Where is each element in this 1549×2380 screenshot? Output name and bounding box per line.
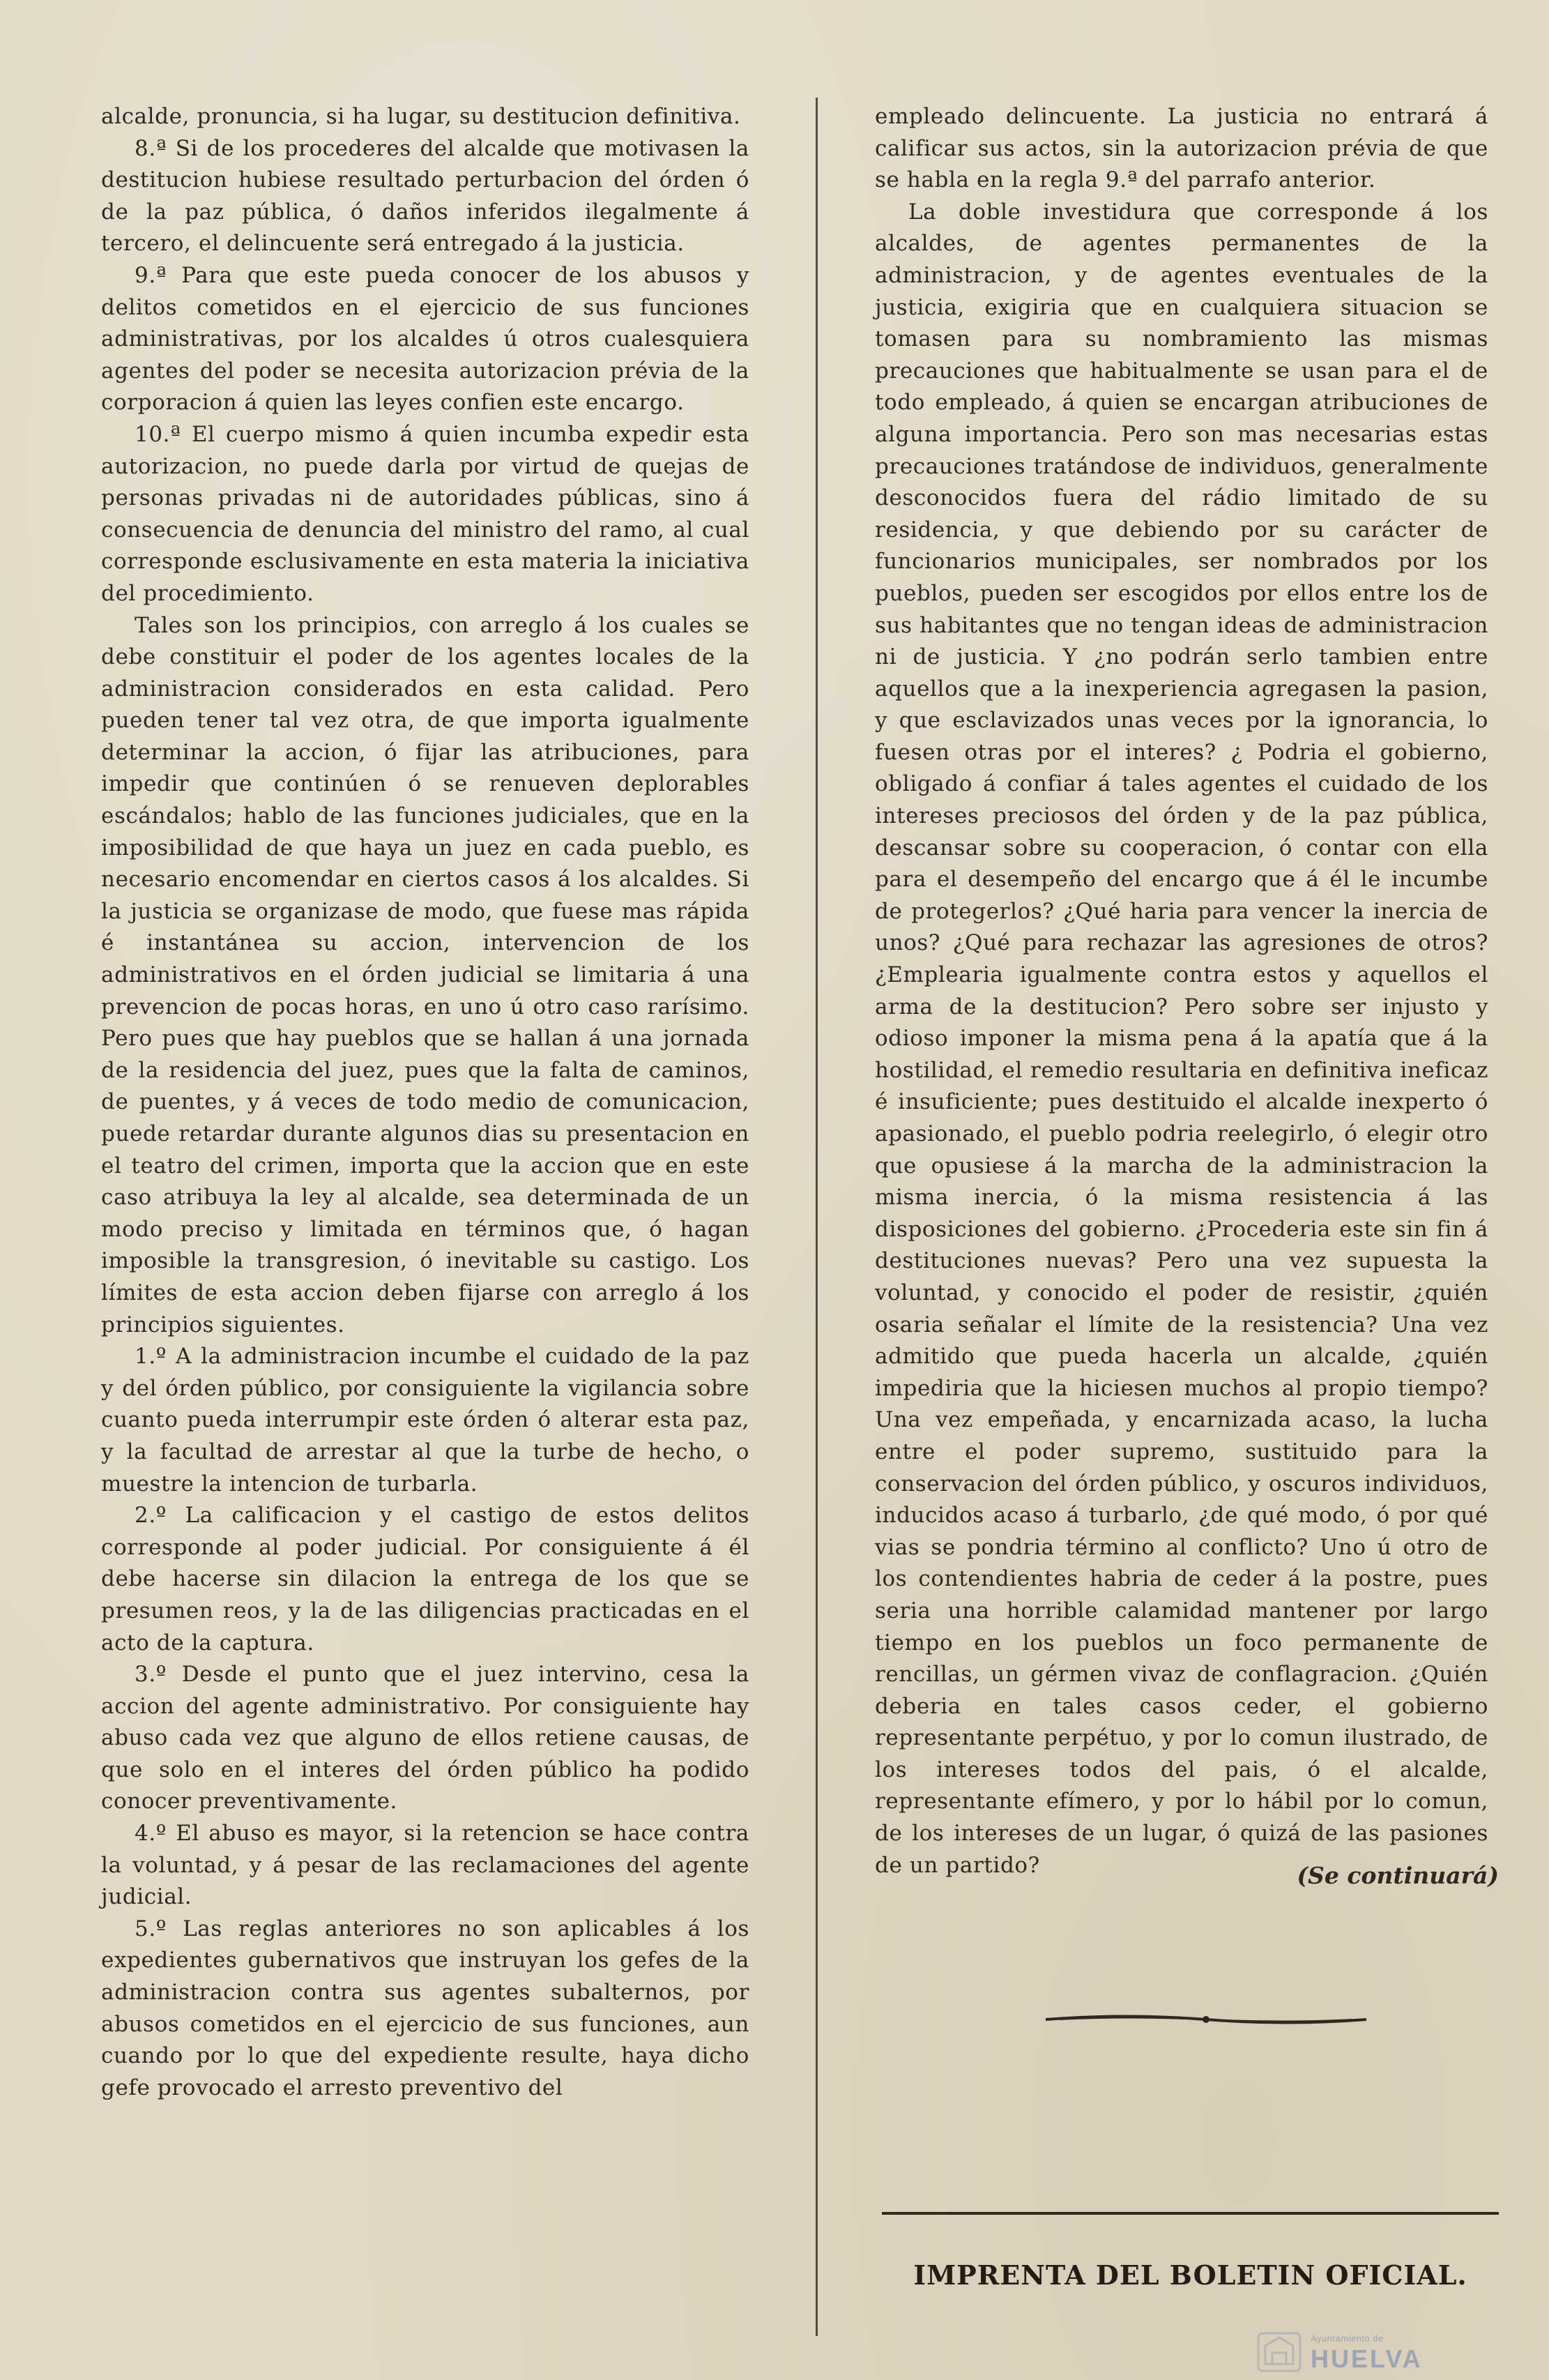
continues-note: (Se continuará) bbox=[1297, 1862, 1499, 1889]
paragraph-rule-8: 8.ª Si de los procederes del alcalde que motivasen la destitucion hubiese resultado perturbacion del órden ó de la paz pública, ó daños inferidos ilegalmente á tercero, el delincuente será entregado á la justicia. bbox=[101, 135, 749, 257]
watermark-large-text: HUELVA bbox=[1311, 2344, 1423, 2373]
paragraph-principle-2: 2.º La calificacion y el castigo de estos delitos corresponde al poder judicial. Por consiguiente á él debe hacerse sin dilacion la entrega de los que se presumen reos, y la de las diligencias practicadas en el acto de la captura. bbox=[101, 1503, 749, 1655]
paragraph-rule-9: 9.ª Para que este pueda conocer de los abusos y delitos cometidos en el ejercicio de sus funciones administrativas, por los alcaldes ú otros cualesquiera agentes del poder se necesita autorizacion prévia de la corporacion á quien las leyes confien este encargo. bbox=[101, 262, 749, 416]
paragraph-rule-10: 10.ª El cuerpo mismo á quien incumba expedir esta autorizacion, no puede darla por virtud de quejas de personas privadas ni de autoridades públicas, sino á consecuencia de denuncia del ministro del ramo, al cual corresponde esclusivamente en esta materia la iniciativa del procedimiento. bbox=[101, 421, 749, 606]
printer-imprint: IMPRENTA DEL BOLETIN OFICIAL. bbox=[913, 2259, 1467, 2291]
left-text-column bbox=[101, 101, 749, 2104]
paragraph-principle-4: 4.º El abuso es mayor, si la retencion se hace contra la voluntad, y á pesar de las reclamaciones del agente judicial. bbox=[101, 1821, 749, 1910]
footer-rule bbox=[882, 2212, 1499, 2215]
paragraph-principles: Tales son los principios, con arreglo á los cuales se debe constituir el poder de los agentes locales de la administracion considerados en esta calidad. Pero pueden tener tal vez otra, de que importa igualmente determinar la accion, ó fijar las atribuciones, para impedir que continúen ó se renueven deplorables escándalos; hablo de las funciones judiciales, que en la imposibilidad de que haya un juez en cada pueblo, es necesario encomendar en ciertos casos á los alcaldes. Si la justicia se organizase de modo, que fuese mas rápida é instantánea su accion, intervencion de los administrativos en el órden judicial se limitaria á una prevencion de pocas horas, en uno ú otro caso rarísimo. Pero pues que hay pueblos que se hallan á una jornada de la residencia del juez, pues que la falta de caminos, de puentes, y á veces de todo medio de comunicacion, puede retardar durante algunos dias su presentacion en el teatro del crimen, importa que la accion que en este caso atribuya la ley al alcalde, sea determinada de un modo preciso y limitada en términos que, ó hagan imposible la transgresion, ó inevitable su castigo. Los límites de esta accion deben fijarse con arreglo á los principios siguientes. bbox=[101, 612, 749, 1337]
paragraph-principle-3: 3.º Desde el punto que el juez intervino, cesa la accion del agente administrativo. Por consiguiente hay abuso cada vez que alguno de ellos retiene causas, de que solo en el interes del órden público ha podido conocer preventivamente. bbox=[101, 1662, 749, 1814]
column-divider bbox=[816, 98, 818, 2336]
watermark-small-text: Ayuntamiento de bbox=[1311, 2333, 1384, 2344]
paragraph: empleado delincuente. La justicia no entrará á calificar sus actos, sin la autorizacion prévia de que se habla en la regla 9.ª del parrafo anterior. bbox=[875, 104, 1488, 193]
paragraph: alcalde, pronuncia, si ha lugar, su destitucion definitiva. bbox=[101, 104, 741, 129]
paragraph-principle-1: 1.º A la administracion incumbe el cuidado de la paz y del órden público, por consiguiente la vigilancia sobre cuanto pueda interrumpir este órden ó alterar esta paz, y la facultad de arrestar al que la turbe de hecho, o muestre la intencion de turbarla. bbox=[101, 1344, 749, 1496]
ornamental-rule bbox=[1046, 2012, 1366, 2027]
right-text-column bbox=[875, 101, 1488, 1881]
paragraph-principle-5: 5.º Las reglas anteriores no son aplicables á los expedientes gubernativos que instruyan los gefes de la administracion contra sus agentes subalternos, por abusos cometidos en el ejercicio de sus funciones, aun cuando por lo que del expediente resulte, haya dicho gefe provocado el arresto preventivo del bbox=[101, 1916, 749, 2100]
paragraph-double-investiture: La doble investidura que corresponde á los alcaldes, de agentes permanentes de la administracion, y de agentes eventuales de la justicia, exigiria que en cualquiera situacion se tomasen para su nombramiento las mismas precauciones que habitualmente se usan para el de todo empleado, á quien se encargan atribuciones de alguna importancia. Pero son mas necesarias estas precauciones tratándose de individuos, generalmente desconocidos fuera del rádio limitado de su residencia, y que debiendo por su carácter de funcionarios municipales, ser nombrados por los pueblos, pueden ser escogidos por ellos entre los de sus habitantes que no tengan ideas de administracion ni de justicia. Y ¿no podrán serlo tambien entre aquellos que a la inexperiencia agregasen la pasion, y que esclavizados unas veces por la ignorancia, lo fuesen otras por el interes? ¿ Podria el gobierno, obligado á confiar á tales agentes el cuidado de los intereses preciosos del órden y de la paz pública, descansar sobre su cooperacion, ó contar con ella para el desempeño del encargo que á él le incumbe de protegerlos? ¿Qué haria para vencer la inercia de unos? ¿Qué para rechazar las agresiones de otros? ¿Emplearia igualmente contra estos y aquellos el arma de la destitucion? Pero sobre ser injusto y odioso imponer la misma pena á la apatía que á la hostilidad, el remedio resultaria en definitiva ineficaz é insuficiente; pues destituido el alcalde inexperto ó apasionado, el pueblo podria reelegirlo, ó elegir otro que opusiese á la marcha de la administracion la misma inercia, ó la misma resistencia á las disposiciones del gobierno. ¿Procederia este sin fin á destituciones nuevas? Pero una vez supuesta la voluntad, y conocido el poder de resistir, ¿quién osaria señalar el límite de la resistencia? Una vez admitido que pueda hacerla un alcalde, ¿quién impediria que la hiciesen muchos al propio tiempo? Una vez empeñada, y encarnizada acaso, la lucha entre el poder supremo, sustituido para la conservacion del órden público, y oscuros individuos, inducidos acaso á turbarlo, ¿de qué modo, ó por qué vias se pondria término al conflicto? Uno ú otro de los contendientes habria de ceder á la postre, pues seria una horrible calamidad mantener por largo tiempo en los pueblos un foco permanente de rencillas, un gérmen vivaz de conflagracion. ¿Quién deberia en tales casos ceder, el gobierno representante perpétuo, y por lo comun ilustrado, de los intereses todos del pais, ó el alcalde, representante efímero, y por lo hábil por lo comun, de los intereses de un lugar, ó quizá de las pasiones de un partido? bbox=[875, 199, 1488, 1878]
